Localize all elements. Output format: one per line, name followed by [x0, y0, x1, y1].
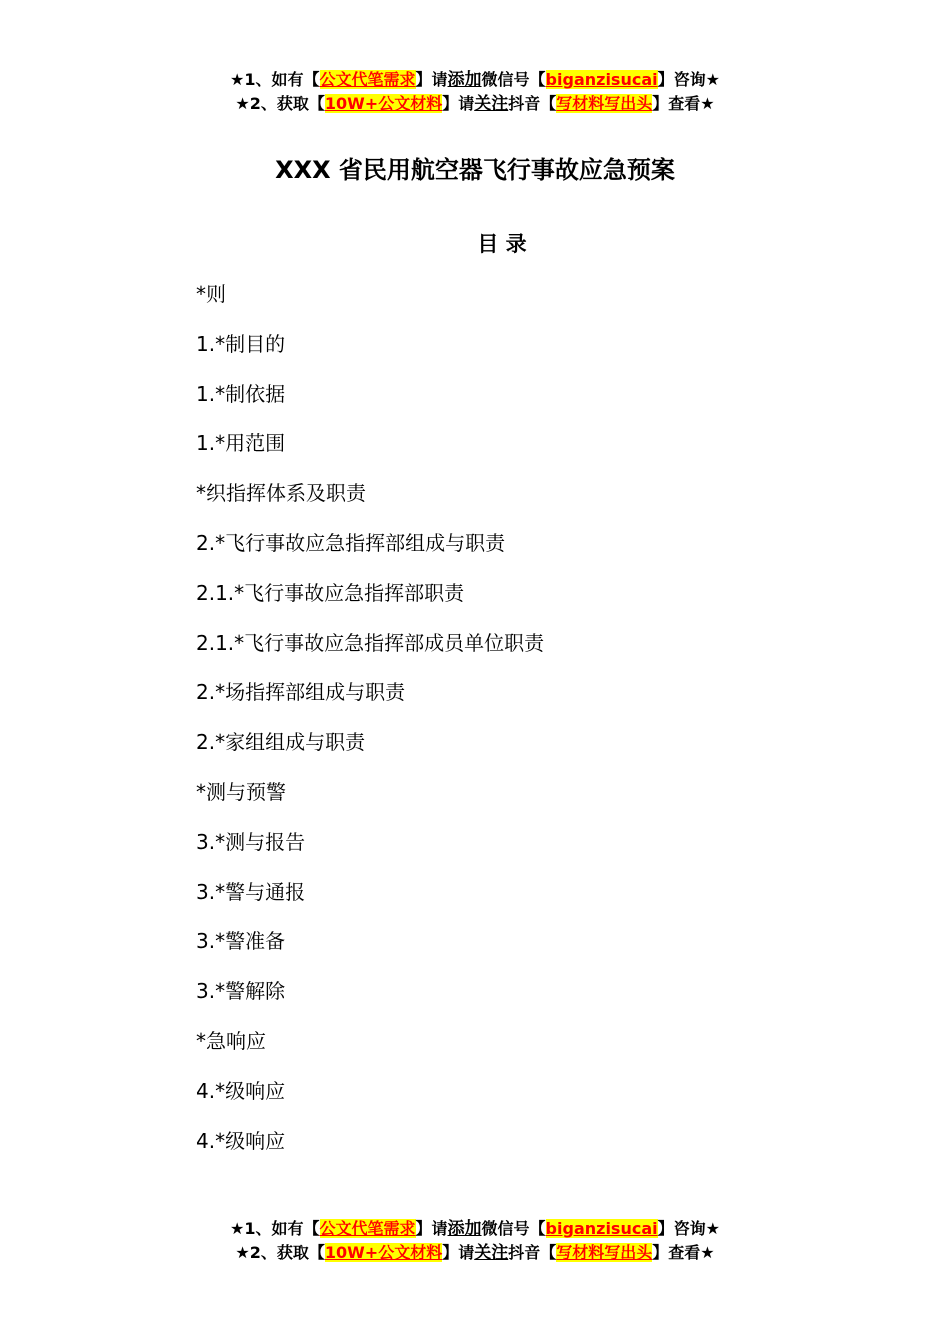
- promo-underline: 添加: [447, 1219, 482, 1239]
- toc-item: 2.1.*飞行事故应急指挥部成员单位职责: [196, 630, 545, 655]
- promo-underline: 关注: [474, 94, 509, 114]
- promo-text: 】咨询★: [657, 70, 720, 89]
- toc-item: 2.*家组组成与职责: [196, 730, 366, 755]
- promo-douyin-id: 写材料写出头: [556, 94, 653, 113]
- promo-line-1: [0, 1217, 950, 1241]
- toc-item: 1.*用范围: [196, 431, 286, 456]
- toc-item: 3.*警与通报: [196, 879, 306, 904]
- promo-text: 】咨询★: [657, 1219, 720, 1238]
- toc-item: 3.*测与报告: [196, 829, 306, 854]
- promo-wechat-id: biganzisucai: [545, 1219, 658, 1238]
- document-title: XXX 省民用航空器飞行事故应急预案: [275, 156, 675, 184]
- promo-underline: 关注: [474, 1243, 509, 1263]
- toc-item: 2.*场指挥部组成与职责: [196, 680, 406, 705]
- promo-highlight: 10W+公文材料: [324, 1243, 443, 1262]
- promo-text: 抖音【: [508, 1243, 557, 1262]
- toc-item: 3.*警准备: [196, 929, 286, 954]
- promo-text: ★1、如有【: [230, 70, 320, 89]
- toc-item: 3.*警解除: [196, 979, 286, 1004]
- toc-item: 1.*制目的: [196, 331, 286, 356]
- toc-item: *测与预警: [196, 779, 286, 804]
- promo-line-2: [0, 1241, 950, 1265]
- toc-item: 1.*制依据: [196, 381, 286, 406]
- toc-item: *织指挥体系及职责: [196, 481, 366, 506]
- promo-footer: [0, 1217, 950, 1265]
- promo-text: 】请: [415, 70, 448, 89]
- toc-item: 4.*级响应: [196, 1128, 286, 1153]
- promo-wechat-id: biganzisucai: [545, 70, 658, 89]
- promo-line-1: [0, 68, 950, 92]
- promo-underline: 添加: [447, 70, 482, 90]
- promo-text: 】查看★: [652, 1243, 715, 1262]
- promo-line-2: [0, 92, 950, 116]
- promo-text: 抖音【: [508, 94, 557, 113]
- toc-item: 2.1.*飞行事故应急指挥部职责: [196, 580, 465, 605]
- promo-text: ★1、如有【: [230, 1219, 320, 1238]
- toc-item: *则: [196, 282, 226, 306]
- toc-item: 4.*级响应: [196, 1078, 286, 1103]
- promo-text: 微信号【: [481, 1219, 546, 1238]
- promo-douyin-id: 写材料写出头: [556, 1243, 653, 1262]
- promo-highlight: 10W+公文材料: [324, 94, 443, 113]
- toc-item: *急响应: [196, 1028, 266, 1053]
- toc-heading: 目 录: [477, 232, 527, 256]
- promo-text: 微信号【: [481, 70, 546, 89]
- promo-header: [0, 68, 950, 116]
- promo-text: 】请: [442, 1243, 475, 1262]
- toc-item: 2.*飞行事故应急指挥部组成与职责: [196, 530, 506, 555]
- promo-highlight: 公文代笔需求: [319, 70, 416, 89]
- promo-text: 】请: [415, 1219, 448, 1238]
- promo-text: 】请: [442, 94, 475, 113]
- promo-highlight: 公文代笔需求: [319, 1219, 416, 1238]
- promo-text: ★2、获取【: [235, 1243, 325, 1262]
- promo-text: 】查看★: [652, 94, 715, 113]
- promo-text: ★2、获取【: [235, 94, 325, 113]
- table-of-contents: [196, 278, 544, 1174]
